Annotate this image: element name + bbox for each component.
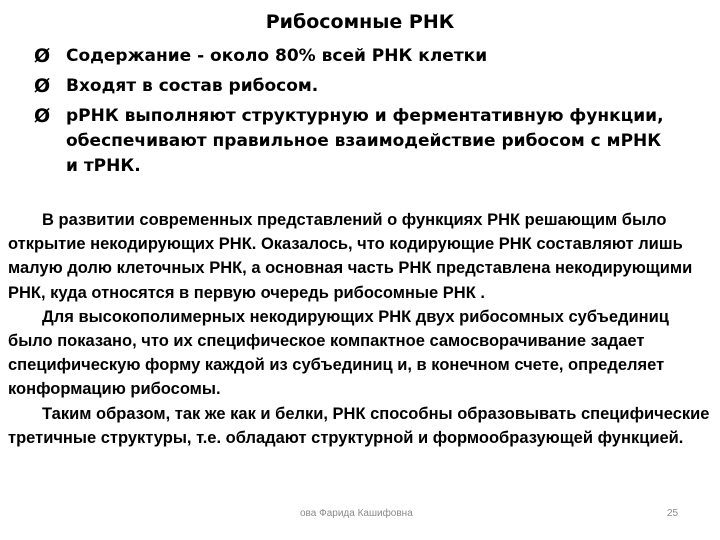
bullet-text: Входят в состав рибосом. <box>66 76 319 96</box>
slide-title: Рибосомные РНК <box>265 11 455 33</box>
arrow-bullet-icon: Ø <box>34 75 51 97</box>
page-number: 25 <box>667 508 679 519</box>
body-text <box>8 208 714 450</box>
bullet-list <box>34 44 674 184</box>
bullet-text: рРНК выполняют структурную и ферментативную функции, обеспечивают правильное взаимодействие рибосом с мРНК и тРНК. <box>66 106 664 176</box>
footer-author: ова Фарида Кашифовна <box>300 508 413 519</box>
bullet-item <box>34 74 674 99</box>
paragraph: В развитии современных представлений о функциях РНК решающим было открытие некодирующих РНК. Оказалось, что кодирующие РНК составляют лишь малую долю клеточных РНК, а основная часть РНК представлена некодирующими РНК, куда относятся в первую очередь рибосомные РНК . <box>8 211 693 302</box>
bullet-text: Содержание - около 80% всей РНК клетки <box>66 46 488 66</box>
arrow-bullet-icon: Ø <box>34 45 51 67</box>
bullet-item <box>34 44 674 69</box>
bullet-item <box>34 104 674 179</box>
paragraph: Таким образом, так же как и белки, РНК способны образовывать специфические третичные структуры, т.е. обладают структурной и формообразующей функцией. <box>8 404 710 447</box>
arrow-bullet-icon: Ø <box>34 105 51 127</box>
paragraph: Для высокополимерных некодирующих РНК двух рибосомных субъединиц было показано, что их специфическое компактное самосворачивание задает специфическую форму каждой из субъединиц и, в конечном счете, определяет конформацию рибосомы. <box>8 307 669 399</box>
